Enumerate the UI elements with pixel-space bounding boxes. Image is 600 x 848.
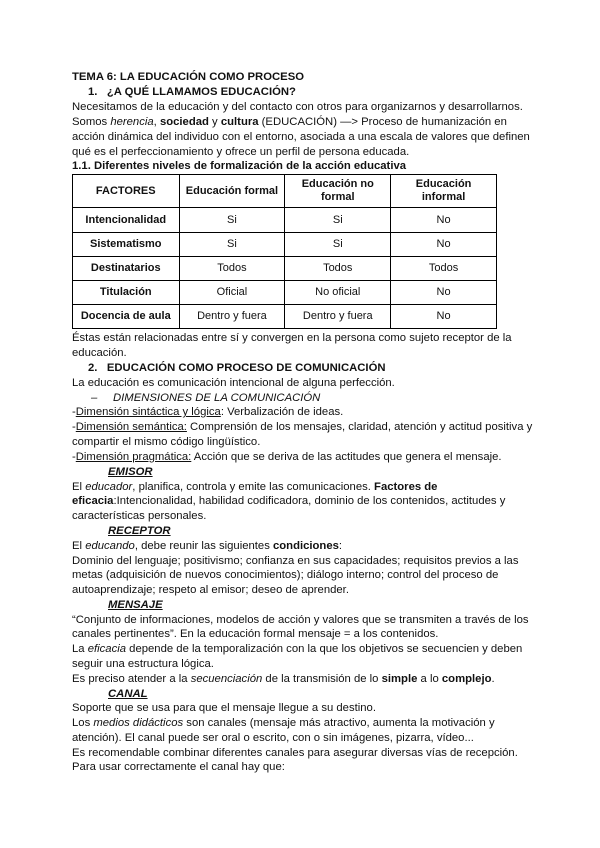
paragraph-line: Soporte que se usa para que el mensaje llegue a su destino. xyxy=(72,702,376,714)
dimensions-heading xyxy=(91,391,320,406)
table-row xyxy=(73,233,497,257)
table-row xyxy=(73,305,497,329)
emisor-heading: EMISOR xyxy=(108,466,153,478)
paragraph-line: Necesitamos de la educación y del contacto con otros para organizarnos y desarrollarnos. xyxy=(72,101,523,113)
receptor-heading: RECEPTOR xyxy=(108,525,171,537)
paragraph-line: compartir el mismo código lingüístico. xyxy=(72,436,261,448)
paragraph-line: Es recomendable combinar diferentes canales para asegurar diversas vías de recepción. xyxy=(72,747,518,759)
paragraph-line: Dominio del lenguaje; positivismo; confianza en sus capacidades; requisitos previos a las xyxy=(72,555,519,567)
paragraph-line: La eficacia depende de la temporalización con la que los objetivos se secuencien y deben xyxy=(72,643,523,655)
formalization-table xyxy=(72,174,497,329)
table-cell: Intencionalidad xyxy=(73,208,180,233)
table-header-cell: Educación formal xyxy=(179,175,285,208)
paragraph-line: eficacia:Intencionalidad, habilidad codificadora, dominio de los contenidos, actitudes y xyxy=(72,495,506,507)
dimension-pragmatic: -Dimensión pragmática: Acción que se deriva de las actitudes que genera el mensaje. xyxy=(72,451,502,463)
table-cell: Si xyxy=(179,233,285,257)
paragraph-line: El educador, planifica, controla y emite las comunicaciones. Factores de xyxy=(72,481,438,493)
table-header-cell: FACTORES xyxy=(73,175,180,208)
paragraph-line: qué es el perfeccionamiento y ofrece un perfil de persona educada. xyxy=(72,146,410,158)
table-cell: Si xyxy=(179,208,285,233)
table-cell: No xyxy=(391,305,497,329)
dimension-syntactic: -Dimensión sintáctica y lógica: Verbalización de ideas. xyxy=(72,406,344,418)
subsection-1-1-title: 1.1. Diferentes niveles de formalización de la acción educativa xyxy=(72,160,407,172)
paragraph-line: Los medios didácticos son canales (mensaje más atractivo, aumenta la motivación y xyxy=(72,717,495,729)
mensaje-heading: MENSAJE xyxy=(108,599,163,611)
dimension-semantic: -Dimensión semántica: Comprensión de los mensajes, claridad, atención y actitud positiva y xyxy=(72,421,533,433)
table-cell: Destinatarios xyxy=(73,257,180,281)
dash-bullet: – xyxy=(91,392,98,404)
table-row xyxy=(73,208,497,233)
table-cell: Todos xyxy=(391,257,497,281)
paragraph-line: seguir una estructura lógica. xyxy=(72,658,214,670)
table-cell: No xyxy=(391,233,497,257)
doc-title: TEMA 6: LA EDUCACIÓN COMO PROCESO xyxy=(72,71,305,83)
paragraph-line: metas (adquisición de nuevos conocimientos); diálogo interno; control del proceso de xyxy=(72,569,499,581)
section-2-title: EDUCACIÓN COMO PROCESO DE COMUNICACIÓN xyxy=(106,362,386,374)
table-header-row xyxy=(73,175,497,208)
table-cell: Todos xyxy=(285,257,391,281)
paragraph-line: La educación es comunicación intencional de alguna perfección. xyxy=(72,377,395,389)
paragraph-line: Para usar correctamente el canal hay que: xyxy=(72,761,285,773)
paragraph-line: acción dinámica del individuo con el entorno, asociada a una escala de valores que definen xyxy=(72,131,530,143)
table-cell: No xyxy=(391,208,497,233)
table-header-cell: Educación no formal xyxy=(285,175,391,208)
paragraph-line: Es preciso atender a la secuenciación de la transmisión de lo simple a lo complejo. xyxy=(72,673,495,685)
table-header-cell: Educación informal xyxy=(391,175,497,208)
paragraph-line: atención). El canal puede ser oral o escrito, con o sin imágenes, pizarra, vídeo... xyxy=(72,732,474,744)
table-cell: Titulación xyxy=(73,281,180,305)
table-cell: No oficial xyxy=(285,281,391,305)
paragraph-line: características personales. xyxy=(72,510,207,522)
table-cell: Oficial xyxy=(179,281,285,305)
canal-heading: CANAL xyxy=(108,688,148,700)
paragraph-line: “Conjunto de informaciones, modelos de acción y valores que se transmiten a través de los xyxy=(72,614,529,626)
paragraph-line: autoaprendizaje; respeto al emisor; deseo de aprender. xyxy=(72,584,349,596)
paragraph-line: Éstas están relacionadas entre sí y convergen en la persona como sujeto receptor de la xyxy=(72,332,512,344)
table-cell: Si xyxy=(285,208,391,233)
dimensions-title: DIMENSIONES DE LA COMUNICACIÓN xyxy=(113,392,321,404)
table-row xyxy=(73,281,497,305)
section-1-title: ¿A QUÉ LLAMAMOS EDUCACIÓN? xyxy=(106,86,296,98)
section-2-number: 2. xyxy=(88,362,98,374)
table-cell: Si xyxy=(285,233,391,257)
paragraph-line: canales pertinentes”. En la educación formal mensaje = a los contenidos. xyxy=(72,628,439,640)
table-cell: Docencia de aula xyxy=(73,305,180,329)
paragraph-line: educación. xyxy=(72,347,127,359)
table-row xyxy=(73,257,497,281)
table-cell: Todos xyxy=(179,257,285,281)
table-cell: Dentro y fuera xyxy=(179,305,285,329)
paragraph-line: Somos herencia, sociedad y cultura (EDUCACIÓN) —> Proceso de humanización en xyxy=(72,116,507,128)
section-1-heading xyxy=(88,85,296,100)
paragraph-line: El educando, debe reunir las siguientes condiciones: xyxy=(72,540,343,552)
table-cell: Sistematismo xyxy=(73,233,180,257)
section-1-number: 1. xyxy=(88,86,98,98)
section-2-heading xyxy=(88,361,386,376)
table-cell: Dentro y fuera xyxy=(285,305,391,329)
table-cell: No xyxy=(391,281,497,305)
